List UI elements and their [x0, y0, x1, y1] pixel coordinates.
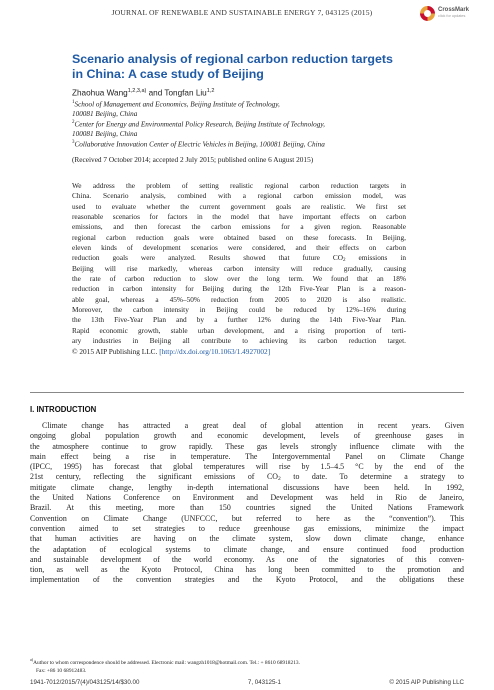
issn-code: 1941-7012/2015/7(4)/043125/14/$30.00 — [30, 679, 140, 686]
affiliation: $^3$Collaborative Innovation Center of Electric Vehicles in Beijing, 100081 Beijing, China — [72, 140, 325, 149]
body-line: convention aimed to set strategies to reduce greenhouse gas emissions, minimize the impact — [30, 523, 464, 533]
abstract-line: We address the problem of setting realistic regional carbon reduction targets in — [72, 181, 406, 190]
body-line: and sustainable development of the world economy. As one of the signatories of this conven- — [30, 554, 464, 564]
body-line: 21st century, reflecting the significant emissions of $CO_2$ to date. To determine a strategy to — [30, 472, 465, 483]
body-line: mitigate climate change, lengthy in-depth international discussions have been held. In 1992, — [30, 482, 464, 492]
author-sup: 1,2,3,a) — [127, 88, 147, 94]
crossmark-label: CrossMark — [438, 7, 470, 13]
page-number: 7, 043125-1 — [247, 679, 281, 686]
crossmark-icon — [420, 6, 435, 21]
body-line: the atmosphere continue to grow rapidly. These gas levels strongly influence climate with the — [30, 441, 464, 451]
author-name: and Tongfan Liu — [146, 88, 207, 98]
abstract-line — [72, 347, 406, 357]
crossmark-badge[interactable] — [420, 4, 480, 22]
title-line: Scenario analysis of regional carbon reduction targets — [72, 52, 393, 66]
body-line: Brazil. At this meeting, more than 150 countries signed the United Nations Framework — [30, 503, 464, 513]
author-name: Zhaohua Wang — [72, 88, 128, 98]
section-divider — [30, 392, 464, 393]
running-head: JOURNAL OF RENEWABLE AND SUSTAINABLE ENERGY 7, 043125 (2015) — [111, 8, 373, 17]
received-dates: (Received 7 October 2014; accepted 2 July 2015; published online 6 August 2015) — [72, 155, 314, 164]
body-line: main effect being a rise in temperature. The Intergovernmental Panel on Climate Change — [30, 451, 464, 461]
footnote: $^{a)}$Author to whom correspondence should be addressed. Electronic mail: wangzh1018@hotmail.com. Tel.: + 8610 68918213. Fax: +86 10 68912483. — [30, 657, 300, 674]
abstract-line: emissions, and then forecast the carbon emissions for a given region. Reasonable — [72, 222, 406, 232]
abstract-line: the 13th Five-Year Plan and by a further 12% during the 14th Five-Year Plan. — [72, 315, 406, 325]
title-line: in China: A case study of Beijing — [72, 67, 264, 81]
abstract-line: reduction goals were analyzed. Results showed that future $CO_2$ emissions in — [72, 253, 406, 264]
affiliation: $^1$School of Management and Economics, Beijing Institute of Technology, 100081 Beijing, China — [72, 100, 280, 118]
abstract-line: eleven kinds of development scenarios were considered, and their effects on carbon — [72, 243, 406, 253]
body-line: the United Nations Conference on Environment and Development was held in Rio de Janeiro, — [30, 493, 464, 503]
body-line: ongoing global population growth and economic development, levels of greenhouse gases in — [30, 431, 464, 441]
body-line: Convention on Climate Change (UNFCCC, but referred to here as the “convention”). This — [30, 513, 464, 523]
abstract-line: regional carbon reduction goals were obtained based on these forecasts. In Beijing, — [72, 232, 406, 242]
abstract-line: Beijing will rise markedly, whereas carbon intensity will reduce gradually, causing — [72, 263, 406, 273]
abstract-line: able goal, whereas a 45%–50% reduction from 2005 to 2020 is also realistic. — [72, 294, 406, 304]
body-text — [30, 421, 464, 586]
page-footer — [30, 679, 464, 686]
publisher-copyright: © 2015 AIP Publishing LLC — [389, 679, 464, 686]
body-line: tion, as well as the Kyoto Protocol, China has long been committed to the promotion and — [30, 565, 464, 575]
article-title — [72, 52, 412, 82]
abstract-line: used to evaluate whether the current government goals are realistic. We first set — [72, 201, 406, 211]
doi-link[interactable]: [http://dx.doi.org/10.1063/1.4927002] — [159, 346, 271, 356]
author-list — [72, 88, 412, 98]
abstract-line: reasonable scenarios for factors in the model that have important effects on carbon — [72, 212, 406, 222]
abstract-line: the rate of carbon reduction to slow over the long term. We found that an 18% — [72, 274, 406, 284]
abstract-line: Rapid economic growth, stable urban development, and a rising proportion of terti- — [72, 325, 406, 335]
author-sup: 1,2 — [206, 88, 215, 94]
crossmark-sub: click for updates — [438, 14, 466, 18]
abstract-line: China. Scenario analysis, combined with a regional carbon emission model, was — [72, 191, 406, 201]
body-line: Climate change has attracted a great deal of global attention in recent years. Given — [42, 421, 464, 430]
section-heading: I. INTRODUCTION — [30, 405, 97, 414]
body-line: the adaptation of ecological systems to climate change, and ensure continued food production — [30, 544, 464, 554]
abstract — [72, 181, 406, 357]
abstract-line: ary industries in Beijing all contribute to achieving its carbon reduction target. — [72, 336, 406, 346]
affiliation: $^2$Center for Energy and Environmental Policy Research, Beijing Institute of Technology, 100081 Beijing, China — [72, 120, 325, 138]
abstract-line: reduction in carbon intensity for Beijing during the 12th Five-Year Plan is a reason- — [72, 284, 406, 294]
body-line: implementation of the convention strategies and the Kyoto Protocol, and the obligations these — [30, 575, 464, 585]
abstract-line: Moreover, the carbon intensity in Beijing could be reduced by 12%–16% during — [72, 305, 406, 315]
body-line: (IPCC, 1995) has forecast that global temperatures will rise by 1.5–4.5 °C by the end of the — [30, 462, 464, 472]
body-line: that human activities are having on the climate system, slow down climate change, enhance — [30, 534, 464, 544]
copyright: © 2015 AIP Publishing LLC. — [72, 346, 158, 356]
